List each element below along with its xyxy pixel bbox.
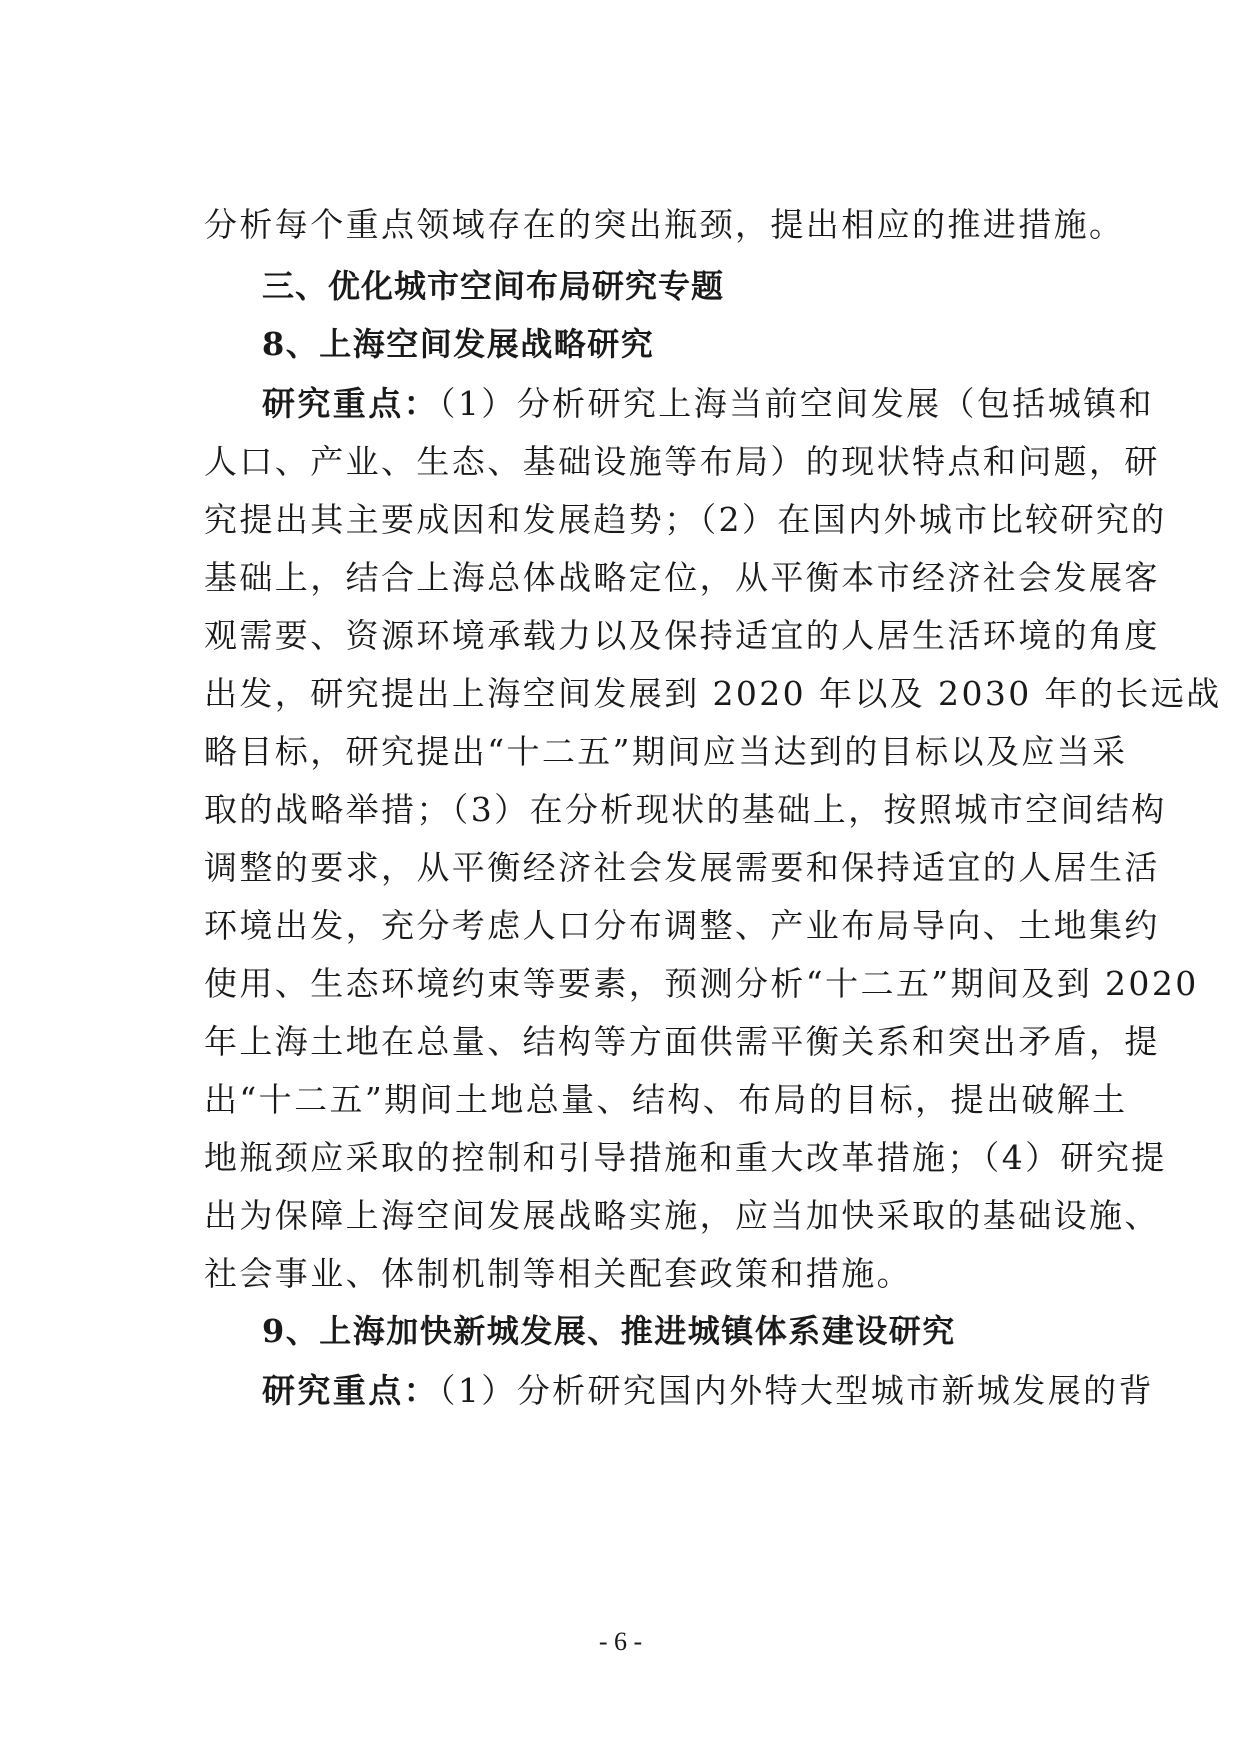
paragraph-line: 基础上，结合上海总体战略定位，从平衡本市经济社会发展客 bbox=[204, 558, 1160, 597]
paragraph-line: 调整的要求，从平衡经济社会发展需要和保持适宜的人居生活 bbox=[204, 848, 1160, 887]
topic-8-first-line bbox=[262, 384, 1154, 423]
intro-line: 分析每个重点领域存在的突出瓶颈，提出相应的推进措施。 bbox=[204, 205, 1125, 244]
topic-9-first-line-text: （1）分析研究国内外特大型城市新城发展的背 bbox=[439, 1371, 1154, 1410]
paragraph-line: 出发，研究提出上海空间发展到 2020 年以及 2030 年的长远战 bbox=[204, 674, 1222, 713]
paragraph-line: 年上海土地在总量、结构等方面供需平衡关系和突出矛盾，提 bbox=[204, 1022, 1160, 1061]
paragraph-line: 出为保障上海空间发展战略实施，应当加快采取的基础设施、 bbox=[204, 1196, 1160, 1235]
paragraph-line: 取的战略举措；（3）在分析现状的基础上，按照城市空间结构 bbox=[204, 790, 1167, 829]
paragraph-line: 出“十二五”期间土地总量、结构、布局的目标，提出破解土 bbox=[204, 1080, 1128, 1119]
paragraph-line: 环境出发，充分考虑人口分布调整、产业布局导向、土地集约 bbox=[204, 906, 1160, 945]
paragraph-line: 使用、生态环境约束等要素，预测分析“十二五”期间及到 2020 bbox=[204, 964, 1199, 1003]
topic-9-first-line bbox=[262, 1371, 1154, 1410]
topic-8-title: 8、上海空间发展战略研究 bbox=[262, 325, 655, 363]
paragraph-line: 究提出其主要成因和发展趋势；（2）在国内外城市比较研究的 bbox=[204, 500, 1167, 539]
paragraph-line: 观需要、资源环境承载力以及保持适宜的人居生活环境的角度 bbox=[204, 616, 1160, 655]
page-number: - 6 - bbox=[598, 1627, 643, 1656]
topic-8-first-line-text: （1）分析研究上海当前空间发展（包括城镇和 bbox=[439, 384, 1154, 423]
paragraph-line: 地瓶颈应采取的控制和引导措施和重大改革措施；（4）研究提 bbox=[204, 1138, 1167, 1177]
paragraph-line: 略目标，研究提出“十二五”期间应当达到的目标以及应当采 bbox=[204, 732, 1128, 771]
paragraph-line: 人口、产业、生态、基础设施等布局）的现状特点和问题，研 bbox=[204, 442, 1160, 481]
topic-9-lead-label: 研究重点： bbox=[262, 1371, 439, 1410]
topic-9-title: 9、上海加快新城发展、推进城镇体系建设研究 bbox=[262, 1312, 956, 1350]
topic-8-lead-label: 研究重点： bbox=[262, 384, 439, 423]
section-title: 三、优化城市空间布局研究专题 bbox=[262, 267, 725, 305]
paragraph-last-line: 社会事业、体制机制等相关配套政策和措施。 bbox=[204, 1254, 912, 1293]
